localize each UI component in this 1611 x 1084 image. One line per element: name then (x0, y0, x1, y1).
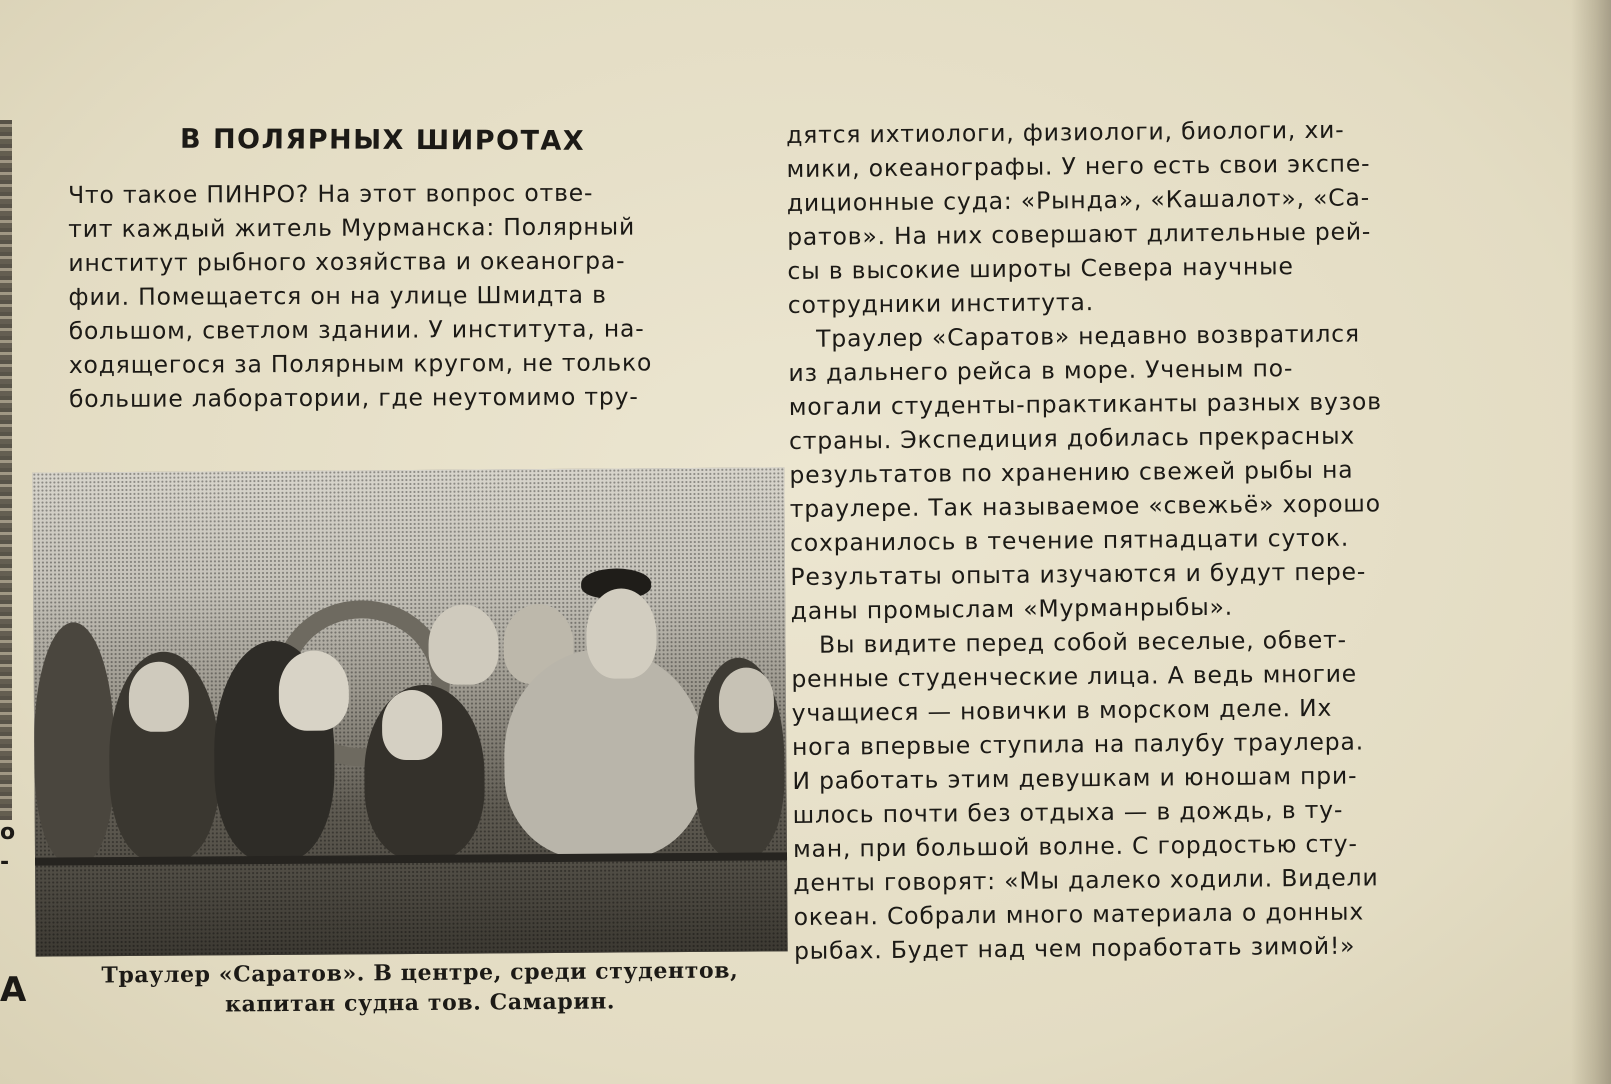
text-line: ходящегося за Полярным кругом, не только (68, 348, 653, 379)
photo-face (428, 604, 499, 684)
photo-face (129, 662, 189, 732)
text-line: даны промыслам «Мурманрыбы». (790, 592, 1234, 625)
text-line: дятся ихтиологи, физиологи, биологи, хи- (786, 115, 1345, 149)
text-line: шлось почти без отдыха — в дождь, в ту- (792, 795, 1344, 829)
article-column-left (68, 175, 759, 416)
students-on-trawler-photo (32, 467, 787, 956)
margin-char: - (0, 850, 10, 875)
margin-char: А (0, 970, 27, 1010)
text-line: могали студенты-практиканты разных вузов (788, 387, 1382, 421)
text-line: большом, светлом здании. У института, на- (68, 314, 645, 345)
text-line: институт рыбного хозяйства и океаногра- (68, 246, 626, 277)
text-line: диционные суда: «Рында», «Кашалот», «Са- (786, 183, 1371, 217)
photo-face (279, 650, 350, 730)
article-headline: В ПОЛЯРНЫХ ШИРОТАХ (179, 123, 586, 157)
text-line: нога впервые ступила на палубу траулера. (791, 727, 1365, 761)
text-line: сохранилось в течение пятнадцати суток. (789, 523, 1350, 557)
text-line: Траулер «Саратов» недавно возвратился (815, 319, 1361, 353)
text-line: мики, океанографы. У него есть свои экспе- (786, 149, 1371, 183)
adjacent-column-edge (0, 120, 12, 820)
text-line: Результаты опыта изучаются и будут пере- (790, 557, 1367, 591)
text-line: большие лаборатории, где неутомимо тру- (68, 382, 639, 413)
text-line: фии. Помещается он на улице Шмидта в (68, 280, 607, 311)
caption-line: капитан судна тов. Самарин. (224, 988, 616, 1018)
text-line: И работать этим девушкам и юношам при- (792, 761, 1358, 795)
text-line: Вы видите перед собой веселые, обвет- (818, 625, 1348, 659)
text-line: учащиеся — новички в морском деле. Их (791, 693, 1333, 727)
text-line: результатов по хранению свежей рыбы на (789, 455, 1354, 489)
text-line: тит каждый житель Мурманска: Полярный (68, 212, 636, 243)
text-line: денты говорят: «Мы далеко ходили. Видели (793, 863, 1379, 897)
caption-line: Траулер «Саратов». В центре, среди студентов, (101, 957, 739, 989)
text-line: ратов». На них совершают длительные рей- (787, 217, 1372, 251)
text-line: рыбах. Будет над чем поработать зимой!» (793, 931, 1356, 965)
text-line: сы в высокие широты Севера научные (787, 252, 1294, 285)
text-line: сотрудники института. (787, 288, 1095, 319)
photo-face (719, 667, 774, 732)
text-line: из дальнего рейса в море. Ученым по- (788, 354, 1294, 387)
text-line: океан. Собрали много материала о донных (793, 897, 1365, 931)
text-line: траулере. Так называемое «свежьё» хорошо (789, 489, 1381, 523)
photo-face (586, 588, 657, 678)
photo-figure (504, 648, 705, 859)
text-line: Что такое ПИНРО? На этот вопрос отве- (68, 178, 594, 209)
page-fold-shadow (1571, 0, 1611, 1084)
text-line: страны. Экспедиция добилась прекрасных (788, 421, 1356, 455)
text-line: ренные студенческие лица. А ведь многие (791, 659, 1358, 693)
photo-face (382, 690, 442, 760)
margin-char: о (0, 820, 16, 845)
photo-caption (40, 955, 800, 1021)
article-column-right (786, 111, 1544, 968)
photo-figure (33, 622, 115, 863)
text-line: ман, при большой волне. С гордостью сту- (792, 829, 1358, 863)
